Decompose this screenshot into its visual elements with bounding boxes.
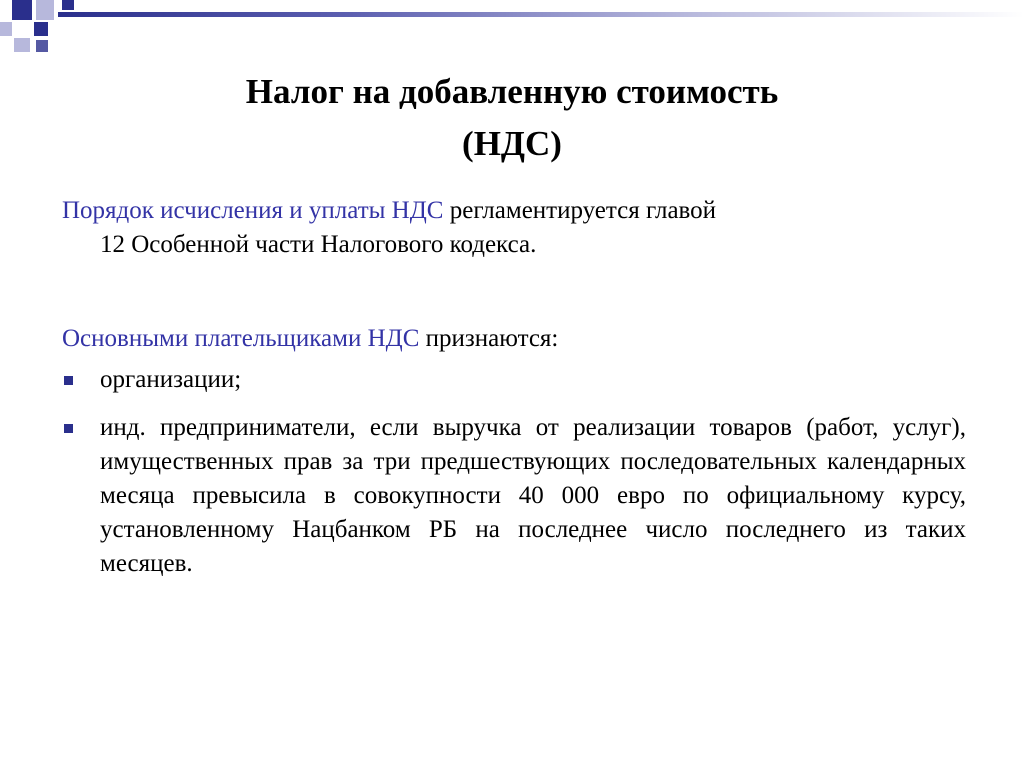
deco-square-5 (34, 22, 48, 36)
paragraph-regulation-lead: Порядок исчисления и уплаты НДС (62, 197, 444, 224)
paragraph-payers-lead: Основными плательщиками НДС (62, 325, 420, 352)
list-item-text: инд. предприниматели, если выручка от реализации товаров (работ, услуг), имущественных прав за три предшествующих последовательных календарных месяца превысила в совокупности 40 000 евро по официальному курсу, установленному Нацбанком РБ на последнее число последнего из таких месяцев. (100, 414, 966, 577)
paragraph-regulation-continuation: 12 Особенной части Налогового кодекса. (100, 231, 537, 258)
paragraph-regulation-rest: регламентируется главой (443, 197, 717, 224)
square-bullet-icon (64, 424, 73, 433)
deco-square-4 (14, 22, 32, 36)
title-line-2: (НДС) (462, 124, 562, 163)
list-item (62, 411, 966, 581)
title-line-1: Налог на добавленную стоимость (245, 72, 779, 111)
slide-title (60, 66, 964, 170)
decorative-header-bar (58, 12, 1024, 17)
list-item-text: организации; (100, 366, 242, 393)
paragraph-regulation-line (62, 194, 966, 228)
list-item (62, 363, 966, 397)
deco-square-7 (36, 40, 48, 52)
payers-list (62, 363, 966, 595)
deco-square-6 (14, 38, 30, 52)
deco-square-8 (62, 0, 74, 10)
deco-square-1 (12, 0, 32, 20)
paragraph-regulation (62, 194, 966, 262)
decorative-squares (0, 0, 80, 60)
paragraph-payers-rest: признаются: (419, 325, 559, 352)
paragraph-payers (62, 322, 966, 356)
deco-square-2 (36, 0, 54, 20)
deco-square-3 (0, 22, 12, 36)
square-bullet-icon (64, 376, 73, 385)
